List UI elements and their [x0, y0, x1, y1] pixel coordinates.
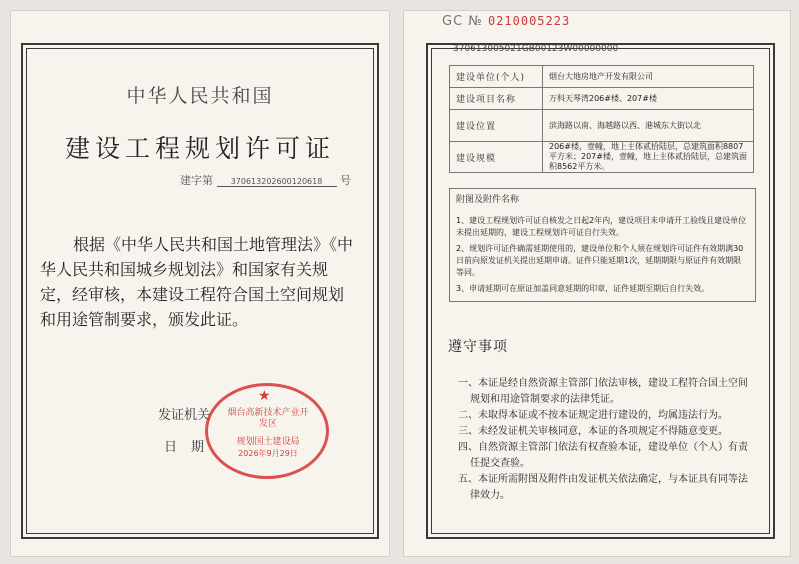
row-value: 烟台大地房地产开发有限公司	[543, 66, 754, 88]
row-value: 万科天琴湾206#楼、207#楼	[543, 88, 754, 110]
cert-number-suffix: 号	[340, 174, 351, 187]
table-row	[450, 66, 754, 88]
notice-item: 四、自然资源主管部门依法有权查验本证，建设单位（个人）有责任提交查验。	[458, 442, 748, 469]
notice-item: 二、未取得本证或不按本证规定进行建设的，均属违法行为。	[458, 410, 728, 421]
notice-item: 一、本证是经自然资源主管部门依法审核，建设工程符合国土空间规划和用途管制要求的法律凭证。	[458, 378, 748, 405]
official-seal	[205, 383, 329, 479]
seal-dept-name: 规划国土建设局	[236, 437, 300, 447]
attachments-title: 附图及附件名称	[456, 195, 520, 205]
row-value: 滨海路以南、海越路以西、港城东大街以北	[543, 110, 754, 142]
row-key: 建设单位(个人)	[450, 66, 543, 88]
gc-number-value: 0210005223	[487, 14, 571, 28]
cert-number-label: 建字第	[180, 174, 213, 187]
certificate-body-text: 根据《中华人民共和国土地管理法》《中华人民共和国城乡规划法》和国家有关规定，经审核，本建设工程符合国土空间规划和用途管制要求，颁发此证。	[40, 235, 354, 329]
cert-number-value: 370613202600120618	[217, 177, 337, 187]
project-info-table	[449, 65, 754, 173]
issuer-label: 发证机关	[158, 408, 211, 423]
seal-org-name: 烟台高新技术产业开发区	[227, 408, 309, 429]
notice-item: 三、未经发证机关审核同意，本证的各项规定不得随意变更。	[458, 426, 728, 437]
row-key: 建设规模	[450, 142, 543, 173]
table-row	[450, 88, 754, 110]
gc-number	[442, 14, 570, 29]
row-key: 建设位置	[450, 110, 543, 142]
attachment-item: 3、申请延期可在原证加盖同意延期的印章，证件延期至期后自行失效。	[456, 284, 710, 293]
seal-star-icon: ★	[258, 388, 271, 404]
row-value: 206#楼，壹幢，地上主体贰拾陆层，总建筑面积8807平方米；207#楼，壹幢，地上主体贰拾陆层，总建筑面积8562平方米。	[543, 142, 754, 173]
attachments-box	[449, 188, 756, 302]
gc-prefix: GC №	[442, 14, 483, 29]
table-row	[450, 142, 754, 173]
row-key: 建设项目名称	[450, 88, 543, 110]
serial-code: 370613005021GB00123W00000000	[453, 44, 619, 54]
attachment-item: 1、建设工程规划许可证自核发之日起2年内，建设项目未申请开工验线且建设单位未提出延期的，建设工程规划许可证自行失效。	[456, 216, 747, 237]
country-name: 中华人民共和国	[126, 85, 274, 107]
notice-item: 五、本证所需附图及附件由发证机关依法确定，与本证具有同等法律效力。	[458, 474, 748, 501]
notice-title: 遵守事项	[448, 339, 508, 355]
certificate-title: 建设工程规划许可证	[64, 134, 335, 163]
seal-date: 2026年9月29日	[238, 449, 298, 458]
certificate-number-row	[180, 172, 351, 188]
table-row	[450, 110, 754, 142]
attachment-item: 2、规划许可证件确需延期使用的，建设单位和个人须在规划许可证件有效期满30日前向原发证机关提出延期申请。证件只能延期1次，延期期限与原证件有效期限等同。	[456, 244, 744, 277]
notice-list	[446, 376, 751, 504]
date-label: 日期	[164, 440, 219, 455]
